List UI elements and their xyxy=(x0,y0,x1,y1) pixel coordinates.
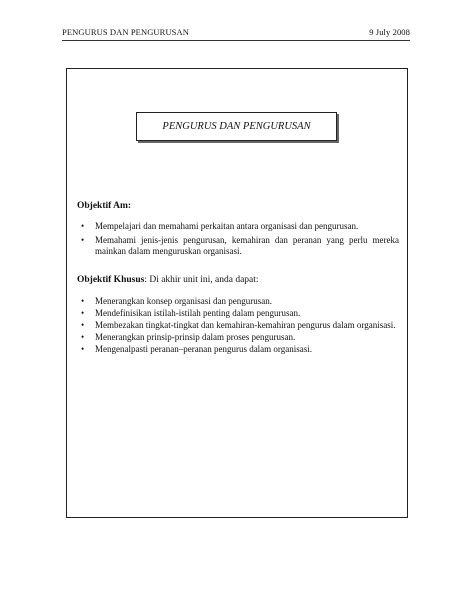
document-title: PENGURUS DAN PENGURUSAN xyxy=(136,112,337,141)
objektif-khusus-heading xyxy=(77,275,259,285)
list-item: • Membezakan tingkat-tingkat dan kemahiran-kemahiran pengurus dalam organisasi. xyxy=(81,320,396,330)
bullet-icon: • xyxy=(81,344,85,354)
list-item: • Mengenalpasti peranan–peranan pengurus dalam organisasi. xyxy=(81,344,313,354)
objektif-khusus-intro: : Di akhir unit ini, anda dapat: xyxy=(144,275,259,285)
objektif-am-list xyxy=(77,221,399,257)
list-item: • Menerangkan konsep organisasi dan pengurusan. xyxy=(81,296,273,306)
list-item: • Mendefinisikan istilah-istilah penting dalam pengurusan. xyxy=(81,308,301,318)
header-date: 9 July 2008 xyxy=(369,27,410,37)
header-title: PENGURUS DAN PENGURUSAN xyxy=(62,27,189,37)
bullet-icon: • xyxy=(81,296,85,306)
objektif-am-heading xyxy=(77,201,131,211)
objektif-khusus-label: Objektif Khusus xyxy=(77,275,145,285)
bullet-icon: • xyxy=(81,235,85,245)
page-header xyxy=(62,24,410,41)
objektif-am-label: Objektif Am: xyxy=(77,201,132,211)
bullet-icon: • xyxy=(81,221,85,231)
list-item: • Menerangkan prinsip-prinsip dalam proses pengurusan. xyxy=(81,332,296,342)
bullet-icon: • xyxy=(81,308,85,318)
list-item: • Mempelajari dan memahami perkaitan antara organisasi dan pengurusan. xyxy=(81,221,359,231)
bullet-icon: • xyxy=(81,332,85,342)
objektif-khusus-list xyxy=(77,296,399,355)
bullet-icon: • xyxy=(81,320,85,330)
list-item: • Memahami jenis-jenis pengurusan, kemahiran dan peranan yang perlu mereka mainkan dalam menguruskan organisasi. xyxy=(81,235,399,256)
